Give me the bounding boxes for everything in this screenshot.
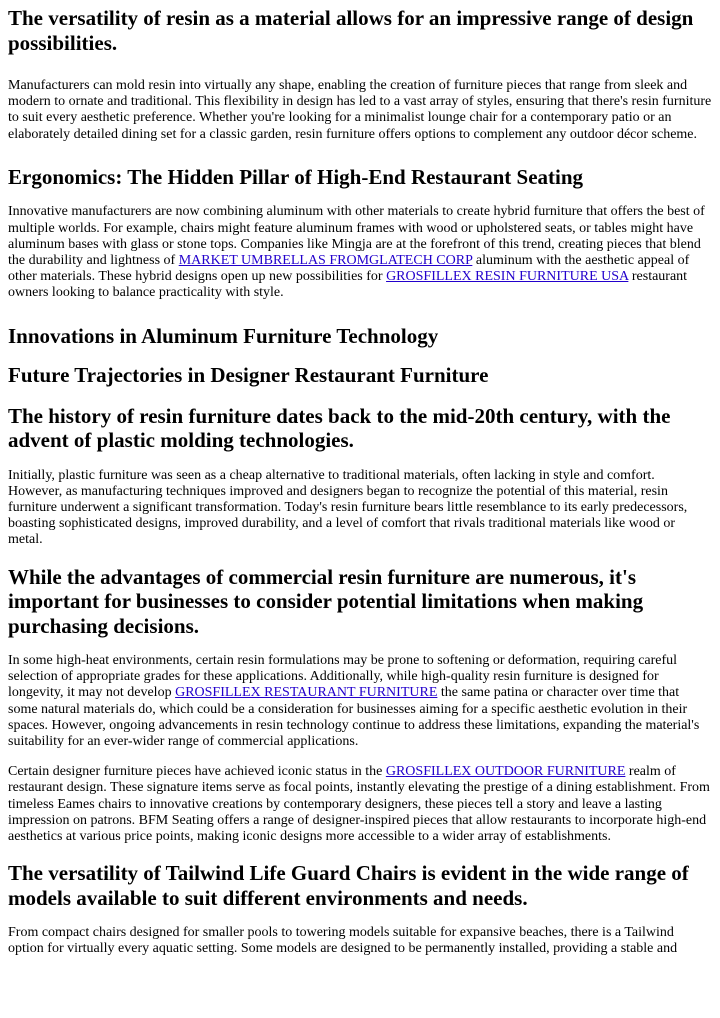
paragraph-text: Certain designer furniture pieces have achieved iconic status in the: [8, 764, 386, 780]
section-heading: Innovations in Aluminum Furniture Technology: [8, 323, 439, 348]
section-heading: The versatility of Tailwind Life Guard Chairs is evident in the wide range of models available to suit different environments and needs.: [8, 861, 689, 910]
section-heading: While the advantages of commercial resin furniture are numerous, it's important for businesses to consider potential limitations when making purchasing decisions.: [8, 564, 644, 638]
section-paragraph: [8, 764, 712, 845]
paragraph-text: In some high-heat environments, certain resin formulations may be prone to softening or deformation, requiring careful selection of appropriate grades for these applications. Additionally, while high-quality resin furniture is designed for longevity, it may not develop: [8, 653, 678, 701]
section-heading: The versatility of resin as a material allows for an impressive range of design possibilities.: [8, 6, 694, 55]
section-heading: Future Trajectories in Designer Restaurant Furniture: [8, 363, 489, 388]
paragraph-text: realm of restaurant design. These signature items serve as focal points, instantly elevating the prestige of a dining establishment. From timeless Eames chairs to innovative creations by contemporary designers, these pieces tell a story and leave a lasting impression on patrons. BFM Seating offers a range of designer-inspired pieces that allow restaurants to incorporate high-end aesthetics at various price points, making iconic designs more accessible to a wider array of establishments.: [8, 764, 710, 845]
grosfillex-outdoor-furniture-link[interactable]: GROSFILLEX OUTDOOR FURNITURE: [385, 764, 626, 780]
grosfillex-resin-furniture-link[interactable]: GROSFILLEX RESIN FURNITURE USA: [386, 269, 629, 285]
section-heading: The history of resin furniture dates back to the mid-20th century, with the advent of plastic molding technologies.: [8, 403, 671, 453]
section-paragraph: Manufacturers can mold resin into virtually any shape, enabling the creation of furniture pieces that range from sleek and modern to ornate and traditional. This flexibility in design has led to a vast array of styles, ensuring that there's resin furniture to suit every aesthetic preference. Whether you're looking for a minimalist lounge chair for a contemporary patio or an elaborately detailed dining set for a classic garden, resin furniture offers options to complement any outdoor décor scheme.: [8, 78, 712, 142]
paragraph-text: the same patina or character over time that some natural materials do, which could be a consideration for businesses aiming for a specific aesthetic evolution in their spaces. However, ongoing advancements in resin technology continue to address these limitations, expanding the material's suitability for an ever-wider range of commercial applications.: [8, 685, 700, 750]
paragraph-text: Innovative manufacturers are now combining aluminum with other materials to create hybrid furniture that offers the best of multiple worlds. For example, chairs might feature aluminum frames with wood or upholstered seats, or tables might have aluminum bases with glass or stone tops. Companies like Mingja are at the forefront of this trend, creating pieces that blend the durability and lightness of: [8, 204, 705, 268]
paragraph-text: restaurant owners looking to balance practicality with style.: [8, 269, 688, 301]
section-paragraph: [8, 653, 712, 750]
section-paragraph: From compact chairs designed for smaller pools to towering models suitable for expansive beaches, there is a Tailwind option for virtually every aquatic setting. Some models are designed to be permanently installed, providing a stable and: [8, 925, 678, 957]
paragraph-text: aluminum with the aesthetic appeal of other materials. These hybrid designs open up new possibilities for: [8, 252, 690, 285]
section-paragraph: [8, 204, 712, 301]
grosfillex-restaurant-furniture-link[interactable]: GROSFILLEX RESTAURANT FURNITURE: [175, 685, 438, 701]
section-heading: Ergonomics: The Hidden Pillar of High-End Restaurant Seating: [8, 164, 584, 189]
market-umbrellas-link[interactable]: MARKET UMBRELLAS FROMGLATECH CORP: [178, 252, 473, 268]
section-paragraph: Initially, plastic furniture was seen as a cheap alternative to traditional materials, often lacking in style and comfort. However, as manufacturing techniques improved and designers began to recognize the potential of this material, resin furniture underwent a significant transformation. Today's resin furniture bears little resemblance to its early predecessors, boasting sophisticated designs, improved durability, and a level of comfort that rivals traditional materials like wood or metal.: [8, 467, 688, 548]
